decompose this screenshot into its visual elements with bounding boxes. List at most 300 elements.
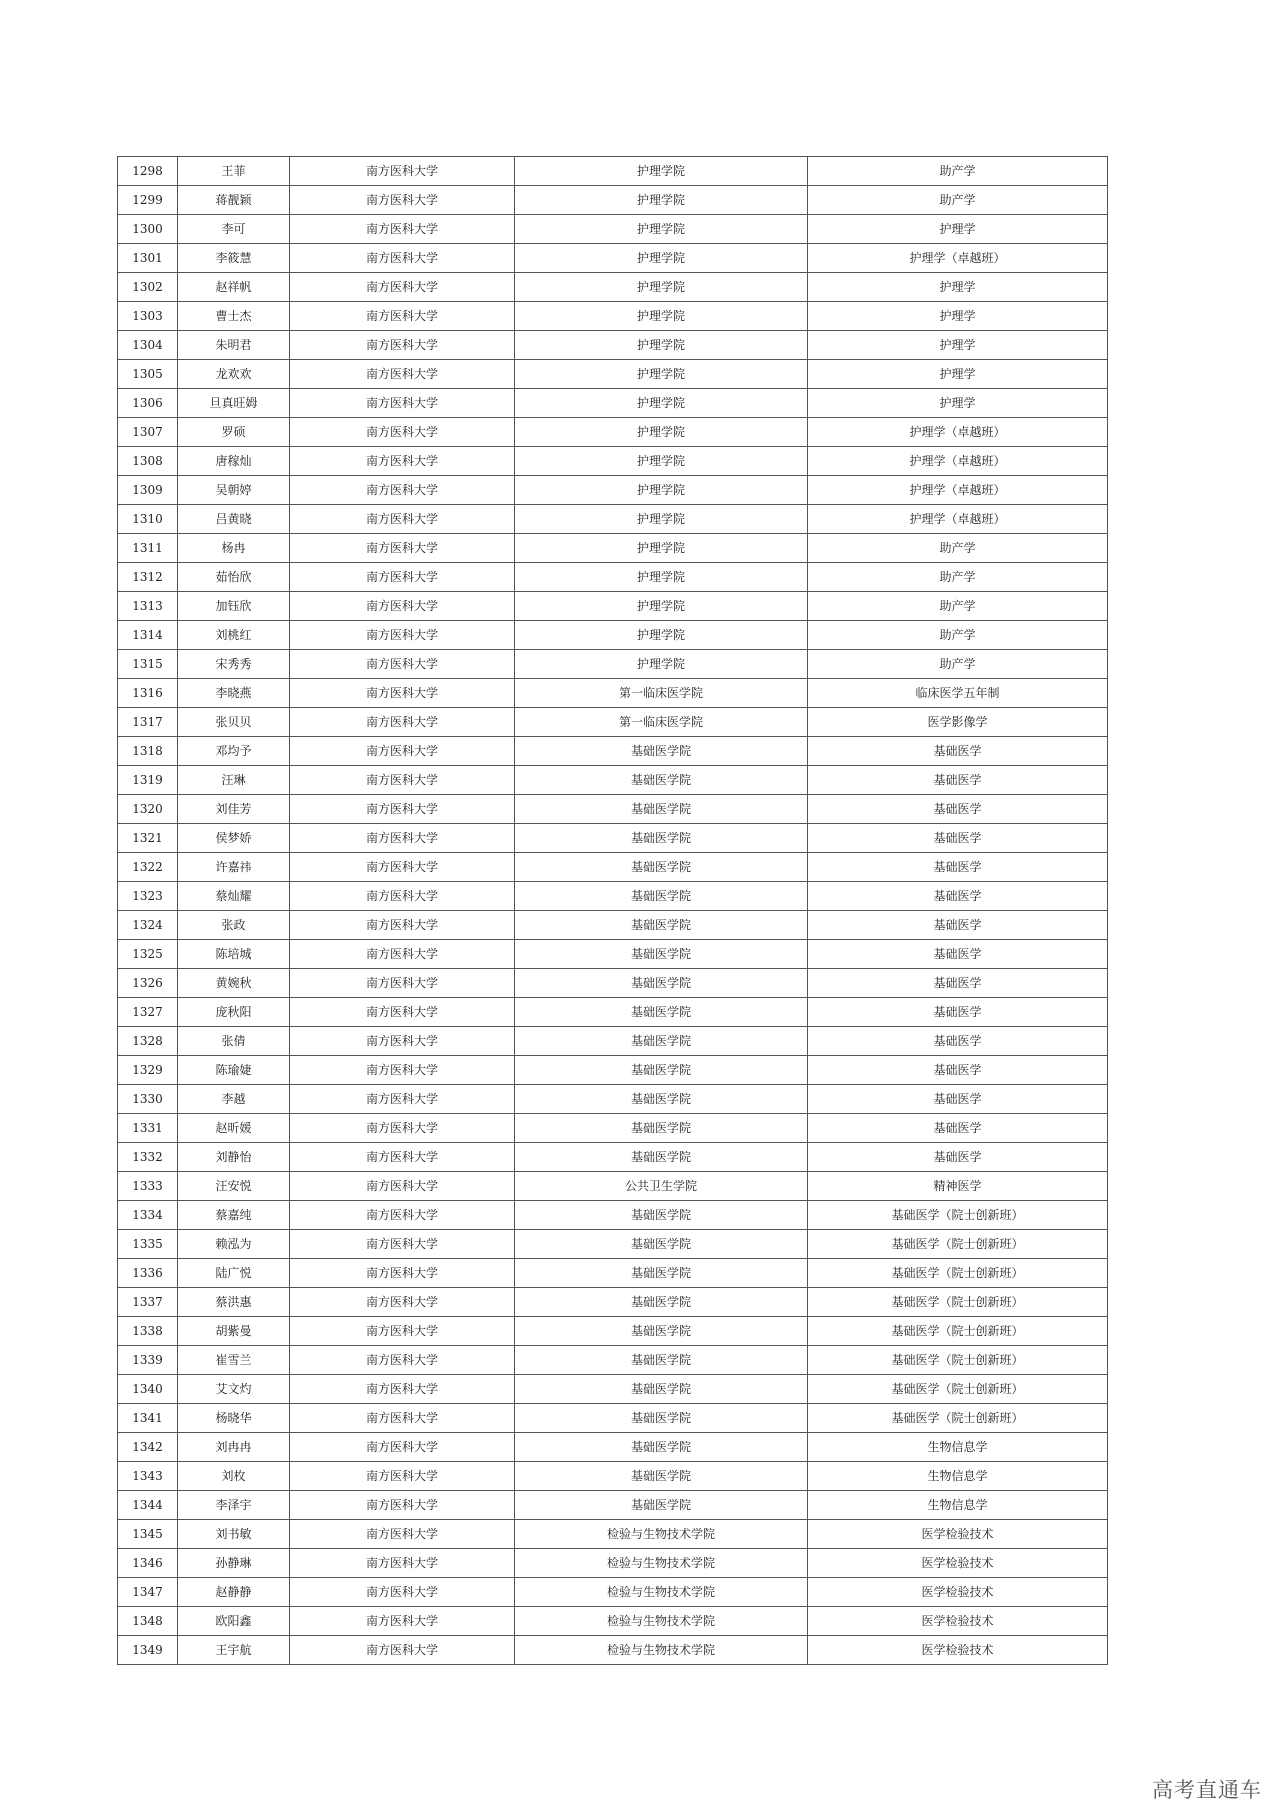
major-cell: 基础医学（院士创新班） — [808, 1259, 1108, 1288]
university-cell: 南方医科大学 — [290, 1143, 515, 1172]
table-row — [118, 1404, 1108, 1433]
college-cell: 护理学院 — [515, 389, 808, 418]
table-row — [118, 853, 1108, 882]
table-row — [118, 186, 1108, 215]
row-number-cell: 1311 — [118, 534, 178, 563]
college-cell: 护理学院 — [515, 505, 808, 534]
row-number-cell: 1299 — [118, 186, 178, 215]
major-cell: 助产学 — [808, 534, 1108, 563]
student-name-cell: 刘书敏 — [178, 1520, 290, 1549]
university-cell: 南方医科大学 — [290, 360, 515, 389]
row-number-cell: 1335 — [118, 1230, 178, 1259]
college-cell: 护理学院 — [515, 360, 808, 389]
student-name-cell: 蔡洪惠 — [178, 1288, 290, 1317]
student-name-cell: 李可 — [178, 215, 290, 244]
row-number-cell: 1301 — [118, 244, 178, 273]
university-cell: 南方医科大学 — [290, 273, 515, 302]
student-name-cell: 蔡灿耀 — [178, 882, 290, 911]
student-name-cell: 崔雪兰 — [178, 1346, 290, 1375]
row-number-cell: 1339 — [118, 1346, 178, 1375]
university-cell: 南方医科大学 — [290, 1346, 515, 1375]
table-row — [118, 1114, 1108, 1143]
row-number-cell: 1313 — [118, 592, 178, 621]
student-name-cell: 刘冉冉 — [178, 1433, 290, 1462]
university-cell: 南方医科大学 — [290, 1317, 515, 1346]
student-name-cell: 李泽宇 — [178, 1491, 290, 1520]
row-number-cell: 1302 — [118, 273, 178, 302]
major-cell: 基础医学 — [808, 795, 1108, 824]
university-cell: 南方医科大学 — [290, 157, 515, 186]
student-name-cell: 王宇航 — [178, 1636, 290, 1665]
table-row — [118, 476, 1108, 505]
student-name-cell: 胡紫曼 — [178, 1317, 290, 1346]
university-cell: 南方医科大学 — [290, 969, 515, 998]
college-cell: 基础医学院 — [515, 1114, 808, 1143]
table-row — [118, 1230, 1108, 1259]
college-cell: 检验与生物技术学院 — [515, 1520, 808, 1549]
major-cell: 临床医学五年制 — [808, 679, 1108, 708]
university-cell: 南方医科大学 — [290, 1288, 515, 1317]
watermark-text: 高考直通车 — [1152, 1778, 1262, 1802]
table-row — [118, 1259, 1108, 1288]
student-name-cell: 刘桃红 — [178, 621, 290, 650]
table-row — [118, 824, 1108, 853]
student-name-cell: 张贝贝 — [178, 708, 290, 737]
college-cell: 基础医学院 — [515, 1404, 808, 1433]
student-name-cell: 邓均予 — [178, 737, 290, 766]
college-cell: 护理学院 — [515, 215, 808, 244]
college-cell: 基础医学院 — [515, 1027, 808, 1056]
college-cell: 基础医学院 — [515, 1317, 808, 1346]
college-cell: 护理学院 — [515, 244, 808, 273]
table-row — [118, 911, 1108, 940]
student-name-cell: 杨晓华 — [178, 1404, 290, 1433]
major-cell: 助产学 — [808, 157, 1108, 186]
university-cell: 南方医科大学 — [290, 795, 515, 824]
student-name-cell: 赵静静 — [178, 1578, 290, 1607]
university-cell: 南方医科大学 — [290, 1259, 515, 1288]
student-name-cell: 孙静琳 — [178, 1549, 290, 1578]
major-cell: 助产学 — [808, 592, 1108, 621]
row-number-cell: 1343 — [118, 1462, 178, 1491]
table-row — [118, 418, 1108, 447]
college-cell: 基础医学院 — [515, 795, 808, 824]
major-cell: 护理学（卓越班） — [808, 244, 1108, 273]
college-cell: 护理学院 — [515, 447, 808, 476]
table-row — [118, 737, 1108, 766]
college-cell: 基础医学院 — [515, 911, 808, 940]
major-cell: 基础医学（院士创新班） — [808, 1346, 1108, 1375]
major-cell: 基础医学 — [808, 737, 1108, 766]
college-cell: 基础医学院 — [515, 1433, 808, 1462]
university-cell: 南方医科大学 — [290, 1230, 515, 1259]
major-cell: 基础医学 — [808, 1027, 1108, 1056]
major-cell: 护理学 — [808, 302, 1108, 331]
row-number-cell: 1336 — [118, 1259, 178, 1288]
major-cell: 基础医学（院士创新班） — [808, 1230, 1108, 1259]
major-cell: 护理学（卓越班） — [808, 447, 1108, 476]
college-cell: 基础医学院 — [515, 1230, 808, 1259]
university-cell: 南方医科大学 — [290, 302, 515, 331]
row-number-cell: 1325 — [118, 940, 178, 969]
university-cell: 南方医科大学 — [290, 534, 515, 563]
college-cell: 护理学院 — [515, 331, 808, 360]
major-cell: 生物信息学 — [808, 1462, 1108, 1491]
student-name-cell: 汪琳 — [178, 766, 290, 795]
college-cell: 护理学院 — [515, 273, 808, 302]
table-row — [118, 592, 1108, 621]
row-number-cell: 1300 — [118, 215, 178, 244]
roster-body — [118, 157, 1108, 1665]
college-cell: 护理学院 — [515, 621, 808, 650]
university-cell: 南方医科大学 — [290, 1056, 515, 1085]
row-number-cell: 1309 — [118, 476, 178, 505]
university-cell: 南方医科大学 — [290, 1607, 515, 1636]
university-cell: 南方医科大学 — [290, 1578, 515, 1607]
row-number-cell: 1346 — [118, 1549, 178, 1578]
student-name-cell: 艾文灼 — [178, 1375, 290, 1404]
major-cell: 医学检验技术 — [808, 1578, 1108, 1607]
major-cell: 基础医学 — [808, 998, 1108, 1027]
college-cell: 基础医学院 — [515, 940, 808, 969]
table-row — [118, 1172, 1108, 1201]
row-number-cell: 1305 — [118, 360, 178, 389]
student-name-cell: 唐稼灿 — [178, 447, 290, 476]
student-name-cell: 王菲 — [178, 157, 290, 186]
table-row — [118, 940, 1108, 969]
table-row — [118, 1288, 1108, 1317]
row-number-cell: 1314 — [118, 621, 178, 650]
student-name-cell: 龙欢欢 — [178, 360, 290, 389]
university-cell: 南方医科大学 — [290, 737, 515, 766]
major-cell: 助产学 — [808, 563, 1108, 592]
college-cell: 基础医学院 — [515, 1375, 808, 1404]
college-cell: 基础医学院 — [515, 853, 808, 882]
major-cell: 基础医学 — [808, 940, 1108, 969]
college-cell: 第一临床医学院 — [515, 708, 808, 737]
college-cell: 护理学院 — [515, 418, 808, 447]
major-cell: 助产学 — [808, 186, 1108, 215]
row-number-cell: 1341 — [118, 1404, 178, 1433]
college-cell: 基础医学院 — [515, 1056, 808, 1085]
row-number-cell: 1321 — [118, 824, 178, 853]
row-number-cell: 1326 — [118, 969, 178, 998]
college-cell: 基础医学院 — [515, 1346, 808, 1375]
university-cell: 南方医科大学 — [290, 1375, 515, 1404]
student-name-cell: 陈瑜婕 — [178, 1056, 290, 1085]
row-number-cell: 1303 — [118, 302, 178, 331]
major-cell: 基础医学 — [808, 853, 1108, 882]
major-cell: 基础医学（院士创新班） — [808, 1317, 1108, 1346]
major-cell: 基础医学 — [808, 824, 1108, 853]
row-number-cell: 1333 — [118, 1172, 178, 1201]
row-number-cell: 1334 — [118, 1201, 178, 1230]
major-cell: 生物信息学 — [808, 1491, 1108, 1520]
major-cell: 基础医学（院士创新班） — [808, 1375, 1108, 1404]
college-cell: 基础医学院 — [515, 824, 808, 853]
row-number-cell: 1340 — [118, 1375, 178, 1404]
student-name-cell: 蔡嘉纯 — [178, 1201, 290, 1230]
row-number-cell: 1345 — [118, 1520, 178, 1549]
college-cell: 基础医学院 — [515, 1288, 808, 1317]
student-name-cell: 赖泓为 — [178, 1230, 290, 1259]
row-number-cell: 1348 — [118, 1607, 178, 1636]
student-name-cell: 赵昕媛 — [178, 1114, 290, 1143]
table-row — [118, 273, 1108, 302]
major-cell: 基础医学（院士创新班） — [808, 1404, 1108, 1433]
student-name-cell: 蒋靓颖 — [178, 186, 290, 215]
major-cell: 护理学 — [808, 215, 1108, 244]
university-cell: 南方医科大学 — [290, 1085, 515, 1114]
major-cell: 基础医学 — [808, 911, 1108, 940]
major-cell: 护理学（卓越班） — [808, 505, 1108, 534]
row-number-cell: 1322 — [118, 853, 178, 882]
row-number-cell: 1320 — [118, 795, 178, 824]
table-row — [118, 534, 1108, 563]
row-number-cell: 1337 — [118, 1288, 178, 1317]
table-row — [118, 1578, 1108, 1607]
university-cell: 南方医科大学 — [290, 418, 515, 447]
table-row — [118, 215, 1108, 244]
major-cell: 基础医学（院士创新班） — [808, 1288, 1108, 1317]
table-row — [118, 882, 1108, 911]
university-cell: 南方医科大学 — [290, 1433, 515, 1462]
table-row — [118, 1549, 1108, 1578]
university-cell: 南方医科大学 — [290, 621, 515, 650]
student-name-cell: 茹怡欣 — [178, 563, 290, 592]
major-cell: 生物信息学 — [808, 1433, 1108, 1462]
row-number-cell: 1312 — [118, 563, 178, 592]
student-name-cell: 刘佳芳 — [178, 795, 290, 824]
college-cell: 检验与生物技术学院 — [515, 1549, 808, 1578]
table-row — [118, 708, 1108, 737]
college-cell: 基础医学院 — [515, 969, 808, 998]
table-row — [118, 1462, 1108, 1491]
major-cell: 医学检验技术 — [808, 1549, 1108, 1578]
row-number-cell: 1344 — [118, 1491, 178, 1520]
college-cell: 基础医学院 — [515, 737, 808, 766]
student-name-cell: 侯梦娇 — [178, 824, 290, 853]
table-row — [118, 1027, 1108, 1056]
table-row — [118, 650, 1108, 679]
university-cell: 南方医科大学 — [290, 998, 515, 1027]
major-cell: 基础医学 — [808, 1143, 1108, 1172]
student-name-cell: 许嘉祎 — [178, 853, 290, 882]
major-cell: 基础医学（院士创新班） — [808, 1201, 1108, 1230]
university-cell: 南方医科大学 — [290, 505, 515, 534]
row-number-cell: 1317 — [118, 708, 178, 737]
row-number-cell: 1328 — [118, 1027, 178, 1056]
student-name-cell: 汪安悦 — [178, 1172, 290, 1201]
student-name-cell: 朱明君 — [178, 331, 290, 360]
major-cell: 护理学 — [808, 331, 1108, 360]
student-name-cell: 陆广悦 — [178, 1259, 290, 1288]
university-cell: 南方医科大学 — [290, 389, 515, 418]
table-row — [118, 1433, 1108, 1462]
row-number-cell: 1327 — [118, 998, 178, 1027]
college-cell: 基础医学院 — [515, 1143, 808, 1172]
table-row — [118, 360, 1108, 389]
major-cell: 医学检验技术 — [808, 1520, 1108, 1549]
student-name-cell: 曹士杰 — [178, 302, 290, 331]
row-number-cell: 1324 — [118, 911, 178, 940]
row-number-cell: 1342 — [118, 1433, 178, 1462]
college-cell: 基础医学院 — [515, 766, 808, 795]
student-name-cell: 黄婉秋 — [178, 969, 290, 998]
table-row — [118, 766, 1108, 795]
student-name-cell: 刘枚 — [178, 1462, 290, 1491]
table-row — [118, 1636, 1108, 1665]
college-cell: 检验与生物技术学院 — [515, 1578, 808, 1607]
college-cell: 护理学院 — [515, 476, 808, 505]
university-cell: 南方医科大学 — [290, 766, 515, 795]
college-cell: 基础医学院 — [515, 1259, 808, 1288]
student-name-cell: 欧阳鑫 — [178, 1607, 290, 1636]
major-cell: 医学影像学 — [808, 708, 1108, 737]
table-row — [118, 1520, 1108, 1549]
student-name-cell: 刘静怡 — [178, 1143, 290, 1172]
row-number-cell: 1310 — [118, 505, 178, 534]
major-cell: 基础医学 — [808, 1056, 1108, 1085]
row-number-cell: 1347 — [118, 1578, 178, 1607]
row-number-cell: 1319 — [118, 766, 178, 795]
college-cell: 护理学院 — [515, 592, 808, 621]
college-cell: 检验与生物技术学院 — [515, 1607, 808, 1636]
university-cell: 南方医科大学 — [290, 1520, 515, 1549]
college-cell: 第一临床医学院 — [515, 679, 808, 708]
major-cell: 助产学 — [808, 650, 1108, 679]
student-name-cell: 吴朝婷 — [178, 476, 290, 505]
university-cell: 南方医科大学 — [290, 476, 515, 505]
row-number-cell: 1329 — [118, 1056, 178, 1085]
row-number-cell: 1308 — [118, 447, 178, 476]
student-name-cell: 罗硕 — [178, 418, 290, 447]
student-name-cell: 杨冉 — [178, 534, 290, 563]
row-number-cell: 1315 — [118, 650, 178, 679]
row-number-cell: 1298 — [118, 157, 178, 186]
student-name-cell: 赵祥帆 — [178, 273, 290, 302]
row-number-cell: 1330 — [118, 1085, 178, 1114]
college-cell: 公共卫生学院 — [515, 1172, 808, 1201]
student-name-cell: 旦真旺姆 — [178, 389, 290, 418]
table-row — [118, 621, 1108, 650]
student-name-cell: 宋秀秀 — [178, 650, 290, 679]
university-cell: 南方医科大学 — [290, 1114, 515, 1143]
table-row — [118, 389, 1108, 418]
major-cell: 护理学 — [808, 389, 1108, 418]
student-name-cell: 张倩 — [178, 1027, 290, 1056]
university-cell: 南方医科大学 — [290, 1636, 515, 1665]
major-cell: 基础医学 — [808, 1114, 1108, 1143]
table-row — [118, 157, 1108, 186]
student-name-cell: 张政 — [178, 911, 290, 940]
table-row — [118, 244, 1108, 273]
university-cell: 南方医科大学 — [290, 563, 515, 592]
table-row — [118, 1201, 1108, 1230]
college-cell: 基础医学院 — [515, 998, 808, 1027]
university-cell: 南方医科大学 — [290, 186, 515, 215]
row-number-cell: 1306 — [118, 389, 178, 418]
student-name-cell: 陈培城 — [178, 940, 290, 969]
table-row — [118, 1375, 1108, 1404]
table-row — [118, 795, 1108, 824]
university-cell: 南方医科大学 — [290, 679, 515, 708]
row-number-cell: 1349 — [118, 1636, 178, 1665]
table-row — [118, 969, 1108, 998]
table-row — [118, 447, 1108, 476]
major-cell: 基础医学 — [808, 766, 1108, 795]
university-cell: 南方医科大学 — [290, 331, 515, 360]
table-row — [118, 302, 1108, 331]
table-row — [118, 679, 1108, 708]
college-cell: 护理学院 — [515, 650, 808, 679]
major-cell: 护理学 — [808, 273, 1108, 302]
row-number-cell: 1331 — [118, 1114, 178, 1143]
major-cell: 医学检验技术 — [808, 1607, 1108, 1636]
university-cell: 南方医科大学 — [290, 1172, 515, 1201]
college-cell: 护理学院 — [515, 186, 808, 215]
table-row — [118, 1317, 1108, 1346]
table-row — [118, 563, 1108, 592]
college-cell: 护理学院 — [515, 534, 808, 563]
college-cell: 基础医学院 — [515, 1491, 808, 1520]
college-cell: 基础医学院 — [515, 882, 808, 911]
university-cell: 南方医科大学 — [290, 1549, 515, 1578]
student-name-cell: 吕黄晓 — [178, 505, 290, 534]
university-cell: 南方医科大学 — [290, 447, 515, 476]
major-cell: 精神医学 — [808, 1172, 1108, 1201]
table-row — [118, 998, 1108, 1027]
university-cell: 南方医科大学 — [290, 853, 515, 882]
student-name-cell: 李晓燕 — [178, 679, 290, 708]
major-cell: 基础医学 — [808, 969, 1108, 998]
university-cell: 南方医科大学 — [290, 824, 515, 853]
row-number-cell: 1304 — [118, 331, 178, 360]
table-row — [118, 1085, 1108, 1114]
row-number-cell: 1323 — [118, 882, 178, 911]
college-cell: 基础医学院 — [515, 1085, 808, 1114]
university-cell: 南方医科大学 — [290, 244, 515, 273]
student-name-cell: 庞秋阳 — [178, 998, 290, 1027]
row-number-cell: 1307 — [118, 418, 178, 447]
table-row — [118, 1143, 1108, 1172]
student-name-cell: 李越 — [178, 1085, 290, 1114]
major-cell: 护理学 — [808, 360, 1108, 389]
major-cell: 助产学 — [808, 621, 1108, 650]
college-cell: 护理学院 — [515, 302, 808, 331]
row-number-cell: 1316 — [118, 679, 178, 708]
university-cell: 南方医科大学 — [290, 650, 515, 679]
college-cell: 基础医学院 — [515, 1462, 808, 1491]
table-row — [118, 331, 1108, 360]
university-cell: 南方医科大学 — [290, 1462, 515, 1491]
university-cell: 南方医科大学 — [290, 708, 515, 737]
major-cell: 护理学（卓越班） — [808, 476, 1108, 505]
university-cell: 南方医科大学 — [290, 911, 515, 940]
major-cell: 基础医学 — [808, 882, 1108, 911]
university-cell: 南方医科大学 — [290, 1027, 515, 1056]
college-cell: 护理学院 — [515, 563, 808, 592]
university-cell: 南方医科大学 — [290, 215, 515, 244]
table-row — [118, 1056, 1108, 1085]
major-cell: 护理学（卓越班） — [808, 418, 1108, 447]
university-cell: 南方医科大学 — [290, 592, 515, 621]
table-row — [118, 1607, 1108, 1636]
row-number-cell: 1318 — [118, 737, 178, 766]
university-cell: 南方医科大学 — [290, 940, 515, 969]
table-row — [118, 505, 1108, 534]
student-name-cell: 李筱慧 — [178, 244, 290, 273]
